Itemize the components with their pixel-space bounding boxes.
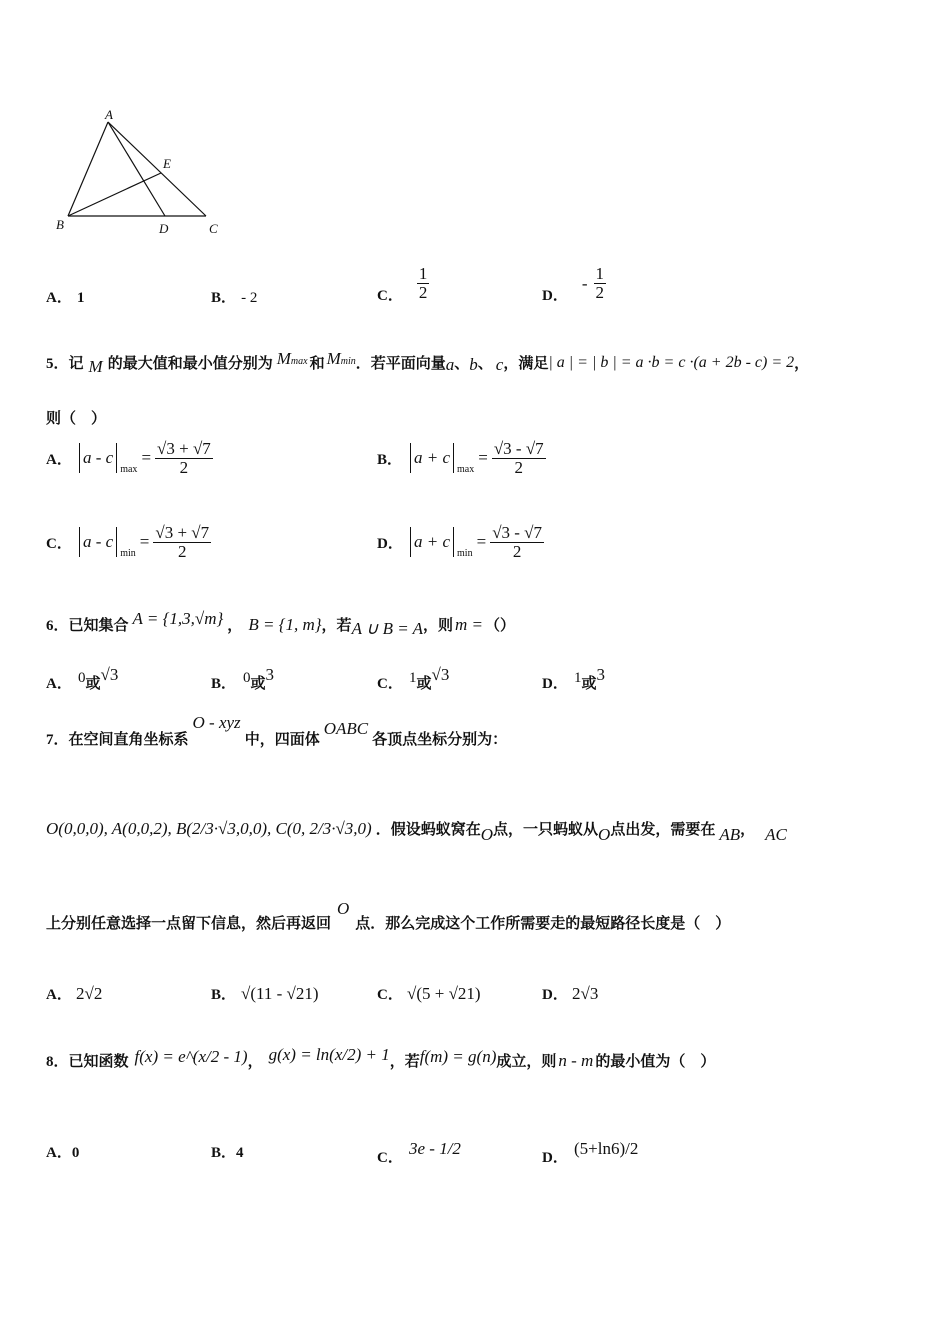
q8-option-b[interactable]: B．4 [211,1145,244,1161]
vertex-b: B [56,217,64,232]
q8-option-a[interactable]: A．0 [46,1145,80,1161]
q6-option-c[interactable]: C． 1或√3 [377,665,450,692]
q6-option-a[interactable]: A． 0或√3 [46,665,119,692]
q7-coords-line: O(0,0,0), A(0,0,2), B(2/3·√3,0,0), C(0, 2/3·√3,0) ．假设蚂蚁窝在 O 点，一只蚂蚁从 O 点出发，需要在 AB ， AC [46,818,787,844]
q5-condition: | a | = | b | = a ·b = c ·(a + 2b - c) = 2 [548,353,795,371]
q4-option-d[interactable]: D． - $\frac{1}{2}$ [542,264,605,304]
vertex-a: A [105,107,113,122]
q5-option-b[interactable]: B． a + c max = $\frac{√3 - √7}{2}$ [377,439,544,477]
q7-coords: O(0,0,0), A(0,0,2), B(2/3·√3,0,0), C(0, 2/3·√3,0) [46,818,372,838]
q5-stem-cont: 则（ ） [46,409,107,427]
q5-option-d[interactable]: D． a + c min = $\frac{√3 - √7}{2}$ [377,523,543,561]
q8-option-c[interactable]: C． 3e - 1/2 [377,1138,461,1166]
q7-option-d[interactable]: D． 2√3 [542,984,599,1003]
q7-option-b[interactable]: B． √(11 - √21) [211,984,319,1003]
q6-stem: 6． 已知集合 A = {1,3,√m} ， B = {1, m} ，若 A ∪ B = A ，则 m = （） [46,608,516,638]
q8-stem: 8． 已知函数 f(x) = e^(x/2 - 1) ， g(x) = ln(x/2) + 1 ，若 f(m) = g(n) 成立，则 n - m 的最小值为（ ） [46,1044,716,1070]
option-value: 1 [76,290,85,306]
fraction: $\frac{1}{2}$ [595,264,605,302]
fraction: $\frac{1}{2}$ [418,264,428,302]
q7-option-c[interactable]: C． √(5 + √21) [377,984,481,1003]
q6-option-d[interactable]: D． 1或3 [542,665,606,692]
q7-stem-cont: 上分别任意选择一点留下信息，然后再返回 O 点．那么完成这个工作所需要走的最短路径长度是（ ） [46,899,731,932]
q7-stem: 7． 在空间直角坐标系 O - xyz 中，四面体 OABC 各顶点坐标分别为： [46,713,508,748]
q6-option-b[interactable]: B． 0或3 [211,665,275,692]
vertex-c: C [209,221,218,236]
q5-option-a[interactable]: A． a - c max = $\frac{√3 + √7}{2}$ [46,439,211,477]
triangle-figure [50,105,230,240]
q8-option-d[interactable]: D． (5+ln6)/2 [542,1138,639,1166]
q5-option-c[interactable]: C． a - c min = $\frac{√3 + √7}{2}$ [46,523,210,561]
q4-option-b[interactable] [211,286,257,307]
option-label: D． [542,288,568,304]
q7-option-a[interactable]: A． 2√2 [46,984,103,1003]
option-label: A． [46,290,72,306]
option-value: - 2 [241,290,258,306]
vertex-e: E [163,156,171,171]
q5-stem: 5． 记 M 的最大值和最小值分别为 Mmax 和 Mmin ．若平面向量 a 、 b 、 c ，满足 | a | = | b | = a ·b = c ·(a + 2b - c) = 2 ， [46,348,810,376]
option-label: C． [377,288,403,304]
vertex-d: D [159,221,169,236]
option-label: B． [211,290,237,306]
q4-option-c[interactable] [377,262,429,305]
q4-option-a[interactable] [46,286,84,307]
